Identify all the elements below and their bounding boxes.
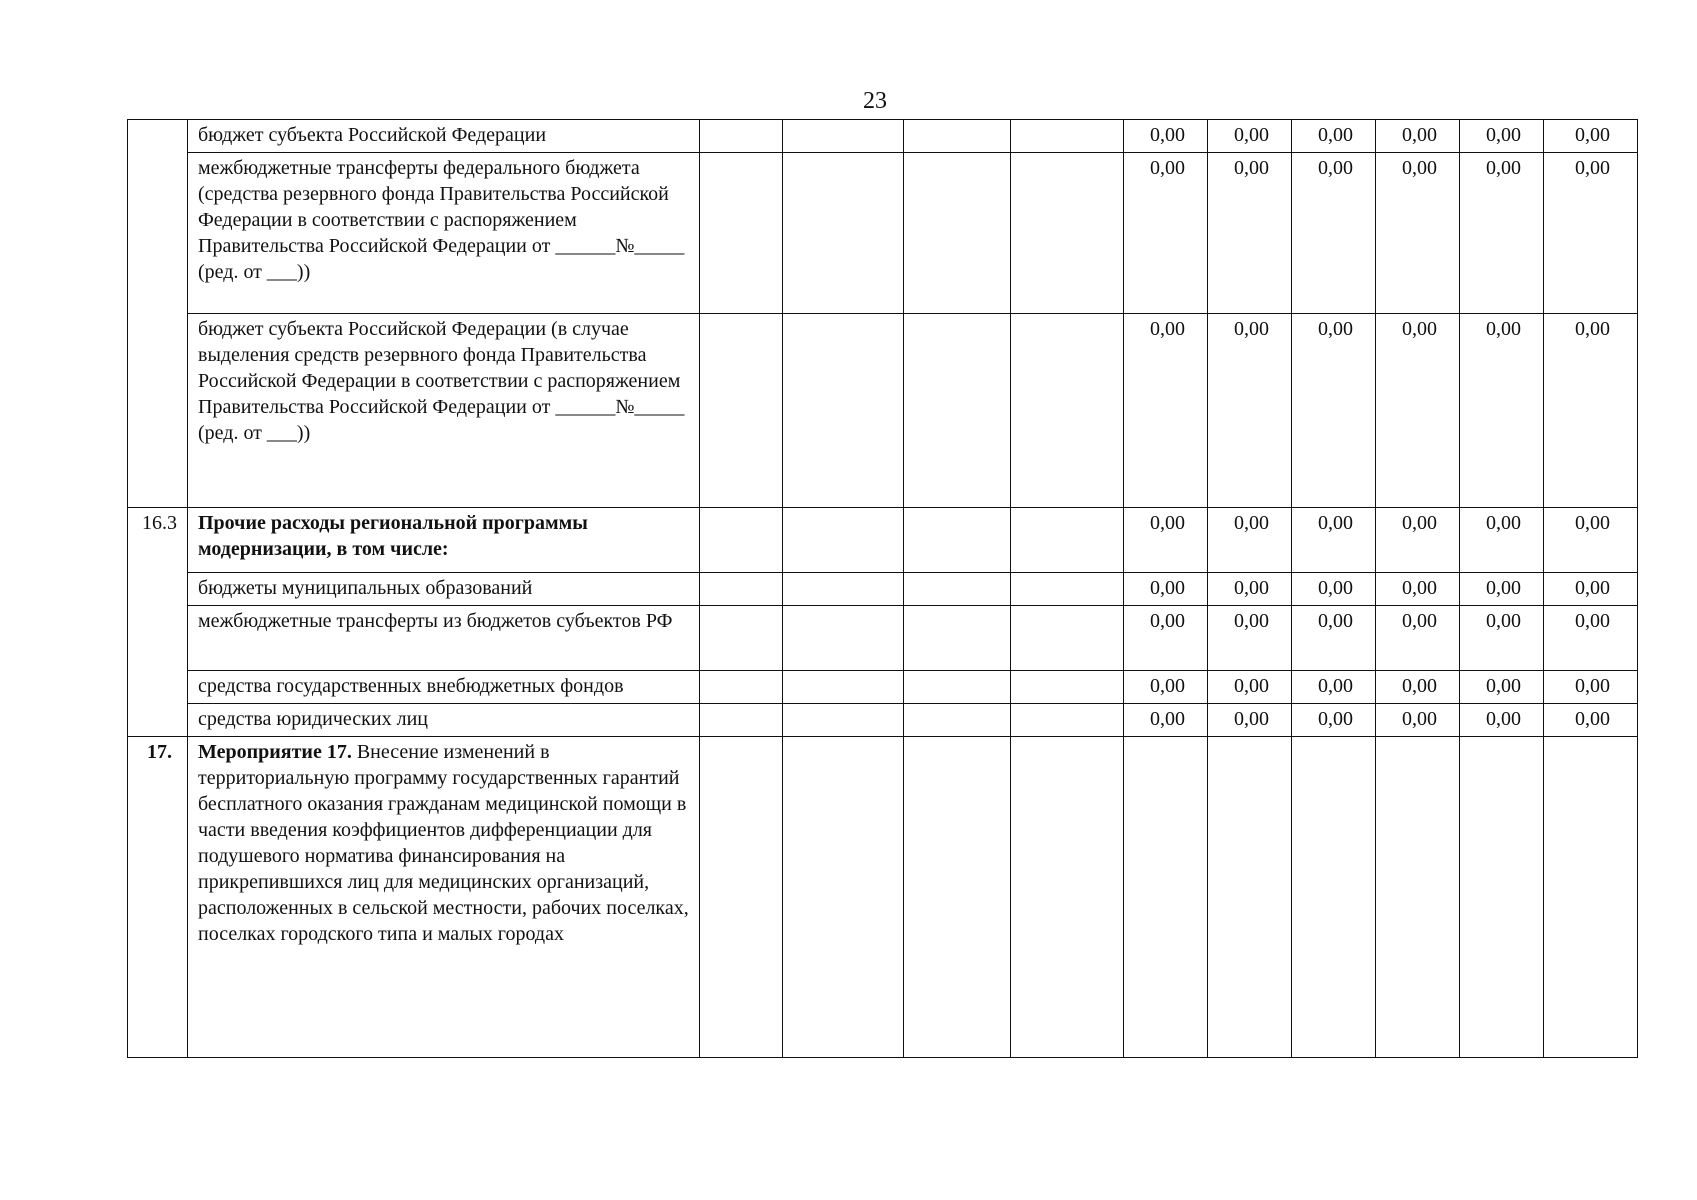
- value-cell: 0,00: [1124, 671, 1208, 704]
- table-row: [128, 314, 1638, 508]
- row-label: Прочие расходы региональной программы модернизации, в том числе:: [188, 508, 700, 573]
- empty-cell: [783, 120, 904, 153]
- value-cell: 0,00: [1376, 120, 1460, 153]
- empty-cell: [783, 314, 904, 508]
- value-cell: 0,00: [1292, 508, 1376, 573]
- value-cell: 0,00: [1544, 671, 1638, 704]
- empty-cell: [783, 671, 904, 704]
- empty-cell: [700, 737, 783, 1058]
- page-number: 23: [863, 88, 887, 114]
- empty-cell: [904, 314, 1011, 508]
- empty-cell: [904, 606, 1011, 671]
- empty-cell: [700, 153, 783, 314]
- value-cell: 0,00: [1292, 671, 1376, 704]
- empty-cell: [700, 704, 783, 737]
- row-label: межбюджетные трансферты из бюджетов субъектов РФ: [188, 606, 700, 671]
- value-cell: 0,00: [1544, 153, 1638, 314]
- empty-cell: [783, 508, 904, 573]
- empty-cell: [1011, 737, 1124, 1058]
- empty-cell: [700, 671, 783, 704]
- value-cell: 0,00: [1208, 153, 1292, 314]
- empty-cell: [904, 704, 1011, 737]
- value-cell: 0,00: [1544, 508, 1638, 573]
- value-cell: 0,00: [1124, 508, 1208, 573]
- value-cell: 0,00: [1292, 606, 1376, 671]
- table-row: [128, 120, 1638, 153]
- value-cell: 0,00: [1460, 314, 1544, 508]
- value-cell: 0,00: [1208, 671, 1292, 704]
- value-cell: 0,00: [1124, 153, 1208, 314]
- section-number-17: 17.: [128, 737, 188, 1058]
- table-row: [128, 508, 1638, 573]
- empty-cell: [1011, 314, 1124, 508]
- empty-value-cell: [1208, 737, 1292, 1058]
- value-cell: 0,00: [1544, 120, 1638, 153]
- empty-cell: [1011, 606, 1124, 671]
- row-label: бюджет субъекта Российской Федерации: [188, 120, 700, 153]
- empty-cell: [700, 606, 783, 671]
- value-cell: 0,00: [1376, 704, 1460, 737]
- value-cell: 0,00: [1208, 606, 1292, 671]
- empty-cell: [904, 671, 1011, 704]
- value-cell: 0,00: [1544, 314, 1638, 508]
- row-label: межбюджетные трансферты федерального бюджета (средства резервного фонда Правительства Российской Федерации в соответствии с распоряжением Правительства Российской Федерации от ______№_____ (ред. от ___)): [188, 153, 700, 314]
- row-label: средства юридических лиц: [188, 704, 700, 737]
- value-cell: 0,00: [1376, 671, 1460, 704]
- empty-cell: [783, 737, 904, 1058]
- empty-cell: [1011, 671, 1124, 704]
- budget-table: [127, 119, 1638, 1058]
- value-cell: 0,00: [1124, 314, 1208, 508]
- value-cell: 0,00: [1208, 508, 1292, 573]
- value-cell: 0,00: [1292, 314, 1376, 508]
- table-row: [128, 606, 1638, 671]
- measure-17-description: [188, 737, 700, 1058]
- table-row: [128, 153, 1638, 314]
- empty-cell: [783, 704, 904, 737]
- row-label: средства государственных внебюджетных фондов: [188, 671, 700, 704]
- empty-value-cell: [1292, 737, 1376, 1058]
- empty-cell: [783, 573, 904, 606]
- table-row: [128, 671, 1638, 704]
- empty-cell: [904, 153, 1011, 314]
- empty-cell: [700, 314, 783, 508]
- value-cell: 0,00: [1460, 508, 1544, 573]
- value-cell: 0,00: [1292, 120, 1376, 153]
- empty-cell: [904, 573, 1011, 606]
- empty-cell: [1011, 573, 1124, 606]
- value-cell: 0,00: [1460, 671, 1544, 704]
- empty-cell: [1011, 120, 1124, 153]
- empty-value-cell: [1376, 737, 1460, 1058]
- value-cell: 0,00: [1460, 120, 1544, 153]
- table-row: [128, 737, 1638, 1058]
- empty-cell: [700, 508, 783, 573]
- row-label: бюджеты муниципальных образований: [188, 573, 700, 606]
- measure-17-title: Мероприятие 17.: [198, 741, 352, 763]
- value-cell: 0,00: [1208, 314, 1292, 508]
- value-cell: 0,00: [1208, 704, 1292, 737]
- empty-cell: [1011, 704, 1124, 737]
- empty-cell: [783, 153, 904, 314]
- empty-cell: [1011, 508, 1124, 573]
- value-cell: 0,00: [1460, 153, 1544, 314]
- value-cell: 0,00: [1376, 573, 1460, 606]
- value-cell: 0,00: [1292, 704, 1376, 737]
- measure-17-text: Внесение изменений в территориальную программу государственных гарантий бесплатного оказания гражданам медицинской помощи в части введения коэффициентов дифференциации для подушевого норматива финансирования на прикрепившихся лиц для медицинских организаций, расположенных в сельской местности, рабочих поселках, поселках городского типа и малых городах: [198, 741, 689, 945]
- row-label: бюджет субъекта Российской Федерации (в случае выделения средств резервного фонда Правительства Российской Федерации в соответствии с распоряжением Правительства Российской Федерации от ______№_____ (ред. от ___)): [188, 314, 700, 508]
- value-cell: 0,00: [1376, 606, 1460, 671]
- value-cell: 0,00: [1124, 704, 1208, 737]
- value-cell: 0,00: [1544, 704, 1638, 737]
- value-cell: 0,00: [1292, 153, 1376, 314]
- value-cell: 0,00: [1292, 573, 1376, 606]
- value-cell: 0,00: [1460, 573, 1544, 606]
- value-cell: 0,00: [1376, 153, 1460, 314]
- empty-cell: [904, 737, 1011, 1058]
- table-row: [128, 573, 1638, 606]
- empty-cell: [904, 120, 1011, 153]
- value-cell: 0,00: [1124, 606, 1208, 671]
- value-cell: 0,00: [1376, 314, 1460, 508]
- table-row: [128, 704, 1638, 737]
- empty-cell: [783, 606, 904, 671]
- empty-cell: [1011, 153, 1124, 314]
- value-cell: 0,00: [1124, 573, 1208, 606]
- row-number-cell: [128, 120, 188, 508]
- value-cell: 0,00: [1460, 606, 1544, 671]
- value-cell: 0,00: [1208, 573, 1292, 606]
- value-cell: 0,00: [1208, 120, 1292, 153]
- value-cell: 0,00: [1544, 606, 1638, 671]
- value-cell: 0,00: [1544, 573, 1638, 606]
- empty-cell: [904, 508, 1011, 573]
- section-number-16-3: 16.3: [128, 508, 188, 737]
- value-cell: 0,00: [1124, 120, 1208, 153]
- empty-cell: [700, 120, 783, 153]
- value-cell: 0,00: [1460, 704, 1544, 737]
- empty-value-cell: [1544, 737, 1638, 1058]
- value-cell: 0,00: [1376, 508, 1460, 573]
- empty-cell: [700, 573, 783, 606]
- empty-value-cell: [1124, 737, 1208, 1058]
- empty-value-cell: [1460, 737, 1544, 1058]
